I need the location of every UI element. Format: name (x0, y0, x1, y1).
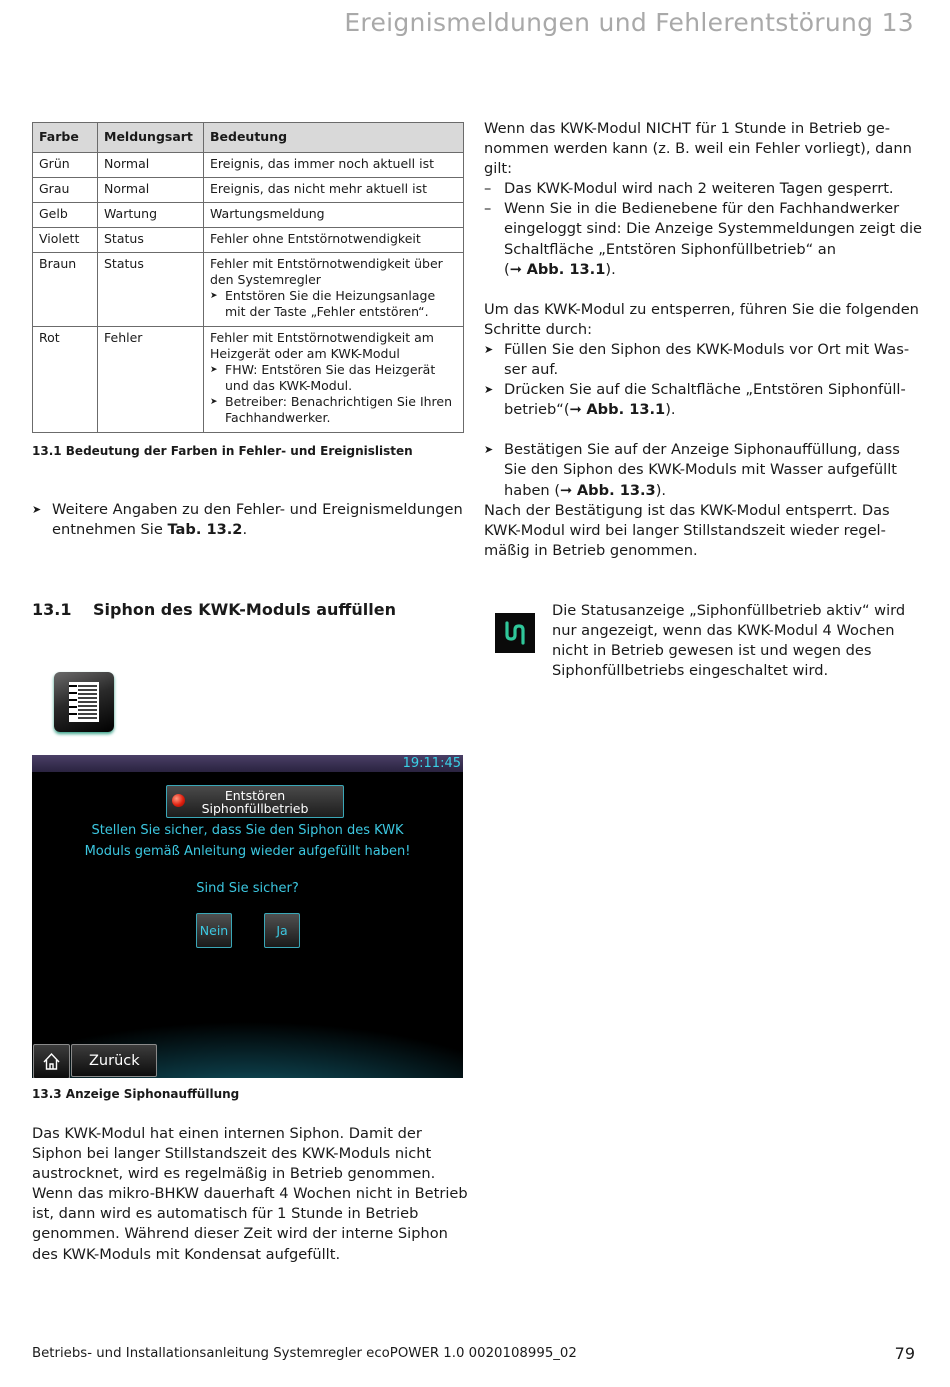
device-screen (32, 755, 463, 1078)
cell-meldungsart: Fehler (98, 327, 204, 433)
cell-bedeutung (204, 178, 464, 203)
step-fill-siphon (484, 340, 924, 380)
page-number: 79 (894, 1344, 915, 1363)
left-note-end: . (242, 521, 248, 539)
figure-ref: Abb. 13.3 (576, 481, 656, 499)
back-button[interactable]: Zurück (71, 1044, 157, 1077)
table-row (33, 253, 464, 327)
ref-prefix: betrieb“(➞ (504, 401, 587, 419)
text-line: ➤ Bestätigen Sie auf der Anzeige Siphonauffüllung, dass (504, 441, 900, 459)
cell-farbe: Rot (33, 327, 98, 433)
siphon-note (552, 601, 922, 681)
ref-suffix: ). (655, 481, 667, 499)
text-line: Um das KWK-Modul zu entsperren, führen Sie die folgenden (484, 300, 919, 318)
color-meaning-table (32, 122, 464, 433)
step-confirm (484, 440, 924, 500)
table-row (33, 203, 464, 228)
cell-action-item: ➤ FHW: Entstören Sie das Heizgerät und das KWK-Modul. (210, 362, 457, 394)
cell-bedeutung (204, 153, 464, 178)
table-caption: 13.1 Bedeutung der Farben in Fehler- und Ereignislisten (32, 444, 413, 458)
table-row (33, 153, 464, 178)
menu-list-icon (54, 672, 114, 732)
text-line: genommen. Während dieser Zeit wird der interne Siphon (32, 1225, 448, 1243)
text-line: eingeloggt sind: Die Anzeige Systemmeldungen zeigt die (504, 220, 923, 238)
right-column (484, 119, 924, 561)
cell-bedeutung-text: Ereignis, das immer noch aktuell ist (210, 156, 434, 171)
text-line: Das KWK-Modul hat einen internen Siphon. Damit der (32, 1125, 422, 1142)
title-line1: Entstören (224, 788, 286, 803)
text-line: ist, dann wird es automatisch für 1 Stunde in Betrieb (32, 1205, 419, 1223)
cell-meldungsart: Normal (98, 178, 204, 203)
table-row (33, 178, 464, 203)
figure-ref: Abb. 13.1 (526, 260, 606, 278)
cell-bedeutung-text: Fehler mit Entstörnotwendigkeit am Heizgerät oder am KWK-Modul (210, 330, 434, 361)
text-line: gilt: (484, 160, 513, 178)
cell-farbe: Violett (33, 228, 98, 253)
ref-suffix: ). (605, 260, 616, 278)
screen-question: Sind Sie sicher? (196, 881, 299, 896)
cell-action-item: ➤ Entstören Sie die Heizungsanlage mit der Taste „Fehler entstören“. (210, 288, 457, 320)
text-line: Wenn das mikro-BHKW dauerhaft 4 Wochen nicht in Betrieb (32, 1185, 468, 1203)
text-line: Nach der Bestätigung ist das KWK-Modul entsperrt. Das (484, 501, 890, 519)
page-header-title: Ereignismeldungen und Fehlerentstörung 13 (344, 8, 914, 37)
cell-bedeutung (204, 253, 464, 327)
table-row (33, 228, 464, 253)
text-line: austrocknet, wird es regelmäßig in Betrieb genommen. (32, 1165, 436, 1183)
cell-bedeutung-text: Wartungsmeldung (210, 206, 325, 221)
cell-farbe: Grau (33, 178, 98, 203)
table-header-bedeutung: Bedeutung (204, 123, 464, 153)
text-line: nur angezeigt, wenn das KWK-Modul 4 Wochen (552, 622, 895, 640)
screen-message-line2: Moduls gemäß Anleitung wieder aufgefüllt haben! (84, 844, 411, 859)
left-note-ref: Tab. 13.2 (167, 521, 243, 539)
title-line2: Siphonfüllbetrieb (201, 801, 309, 816)
screen-clock: 19:11:45 (402, 756, 461, 771)
text-line: Sie den Siphon des KWK-Moduls mit Wasser aufgefüllt (504, 461, 897, 479)
dash-item-login (484, 199, 924, 279)
red-status-icon (172, 794, 185, 807)
section-title: Siphon des KWK-Moduls auffüllen (93, 600, 396, 619)
ref-prefix: haben (➞ (504, 481, 577, 499)
cell-meldungsart: Status (98, 228, 204, 253)
siphon-description (32, 1124, 472, 1265)
text-line: ser auf. (504, 361, 559, 379)
home-button[interactable] (33, 1044, 70, 1078)
cell-bedeutung (204, 327, 464, 433)
screen-caption: 13.3 Anzeige Siphonauffüllung (32, 1087, 240, 1101)
left-note-text: Weitere Angaben zu den Fehler- und Ereignismeldungen entnehmen Sie (52, 501, 463, 539)
text-line: nommen werden kann (z. B. weil ein Fehler vorliegt), dann (484, 140, 912, 158)
cell-meldungsart: Wartung (98, 203, 204, 228)
cell-bedeutung-text: Fehler mit Entstörnotwendigkeit über den Systemregler (210, 256, 443, 287)
siphon-status-icon (495, 613, 535, 653)
text-line: ➤ Füllen Sie den Siphon des KWK-Moduls vor Ort mit Was- (504, 340, 910, 358)
text-line: nicht in Betrieb gewesen ist und wegen des (552, 642, 872, 660)
table-header-row (33, 123, 464, 153)
text-line: Schaltfläche „Entstören Siphonfüllbetrieb“ an (504, 240, 836, 258)
dash-item-locked: – Das KWK-Modul wird nach 2 weiteren Tagen gesperrt. (484, 179, 924, 199)
screen-message-line1: Stellen Sie sicher, dass Sie den Siphon des KWK (91, 823, 404, 838)
cell-bedeutung-text: Ereignis, das nicht mehr aktuell ist (210, 181, 427, 196)
entstoeren-siphonfuellbetrieb-button[interactable] (166, 785, 344, 818)
ref-prefix: (➞ (504, 260, 527, 278)
ja-button[interactable]: Ja (264, 913, 300, 948)
text-line: Die Statusanzeige „Siphonfüllbetrieb aktiv“ wird (552, 602, 906, 619)
figure-ref: Abb. 13.1 (586, 401, 666, 419)
cell-farbe: Grün (33, 153, 98, 178)
screen-status-bar (32, 755, 463, 772)
text-line: Wenn das KWK-Modul NICHT für 1 Stunde in Betrieb ge- (484, 120, 891, 137)
cell-meldungsart: Normal (98, 153, 204, 178)
text-line: ➤ Drücken Sie auf die Schaltfläche „Entstören Siphonfüll- (504, 381, 906, 399)
table-header-meldungsart: Meldungsart (98, 123, 204, 153)
cell-bedeutung-text: Fehler ohne Entstörnotwendigkeit (210, 231, 421, 246)
footer-text: Betriebs- und Installationsanleitung Systemregler ecoPOWER 1.0 0020108995_02 (32, 1346, 577, 1361)
text-line: des KWK-Moduls mit Kondensat aufgefüllt. (32, 1245, 341, 1263)
table-header-farbe: Farbe (33, 123, 98, 153)
step-press-button (484, 380, 924, 420)
cell-bedeutung (204, 203, 464, 228)
cell-bedeutung (204, 228, 464, 253)
cell-action-item: ➤ Betreiber: Benachrichtigen Sie Ihren Fachhandwerker. (210, 394, 457, 426)
table-row (33, 327, 464, 433)
text-line: Siphon bei langer Stillstandszeit des KWK-Moduls nicht (32, 1145, 432, 1163)
text-line: Siphonfüllbetriebs eingeschaltet wird. (552, 662, 829, 680)
text-line: – Wenn Sie in die Bedienebene für den Fachhandwerker (504, 200, 900, 218)
home-icon (34, 1045, 69, 1078)
section-number: 13.1 (32, 600, 72, 619)
nein-button[interactable]: Nein (196, 913, 232, 948)
text-line: KWK-Modul wird bei langer Stillstandszeit wieder regel- (484, 521, 886, 539)
left-note (32, 500, 482, 540)
text-line: Schritte durch: (484, 320, 593, 338)
cell-meldungsart: Status (98, 253, 204, 327)
cell-farbe: Gelb (33, 203, 98, 228)
text-line: mäßig in Betrieb genommen. (484, 541, 698, 559)
ref-suffix: ). (665, 401, 676, 419)
cell-farbe: Braun (33, 253, 98, 327)
